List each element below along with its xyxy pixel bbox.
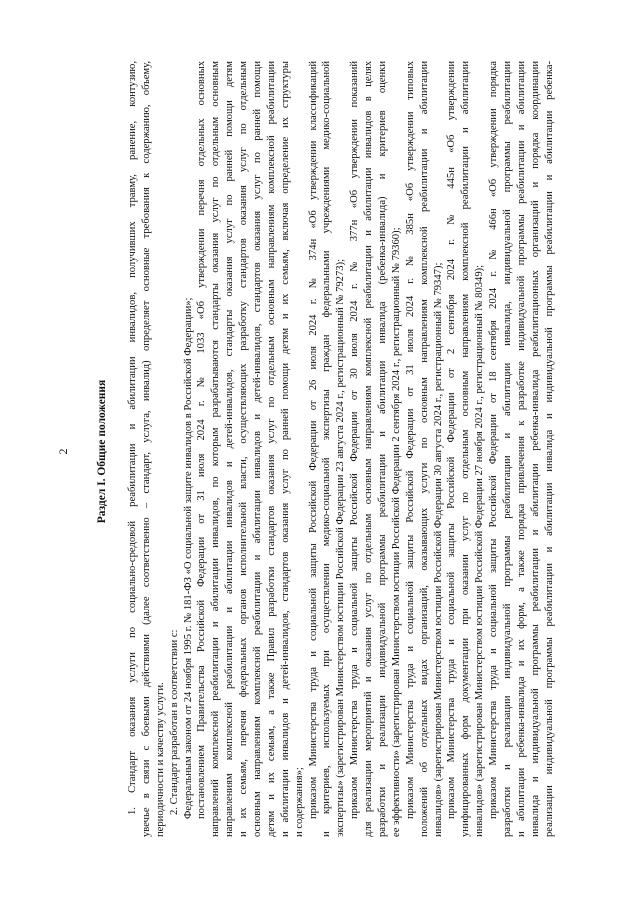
text-line: периодичности и качеству услуги.	[154, 682, 166, 837]
text-line: для реализации мероприятий и оказания услуг по отдельным основным направлениям комплексной реабилитации и абилитации инвалидов в целях	[363, 61, 375, 837]
document-body	[126, 61, 557, 837]
text-line: разработки и реализации индивидуальной программы реабилитации и абилитации инвалида, индивидуальной программы реабилитации	[502, 61, 514, 837]
text-line: и содержания»;	[293, 767, 305, 837]
text-line: приказом Министерства труда и социальной защиты Российской Федерации от 18 сентября 2024 г. № 466н «Об утверждении порядка	[488, 61, 500, 819]
section-heading: Раздел I. Общие положения	[96, 379, 108, 524]
text-line: Федеральным законом от 24 ноября 1995 г. № 181-ФЗ «О социальной защите инвалидов в Российской Федерации»;	[182, 297, 194, 819]
text-line: приказом Министерства труда и социальной защиты Российской Федерации от 26 июля 2024 г. № 374н «Об утверждении классификаций	[307, 61, 319, 819]
text-line: и критериев, используемых при осуществлении медико-социальной экспертизы граждан федеральными учреждениями медико-социальной	[321, 61, 333, 837]
text-line: экспертизы» (зарегистрирован Министерством юстиции Российской Федерации 23 августа 2024 г., регистрационный № 79273);	[335, 258, 347, 837]
text-line: инвалидов» (зарегистрирован Министерством юстиции Российской Федерации 27 ноября 2024 г., регистрационный № 80349);	[474, 264, 486, 837]
text-line: реализации индивидуальной программы реабилитации и абилитации инвалида и индивидуальной программы реабилитации и абилитации ребенка-	[543, 61, 555, 837]
text-line: приказом Министерства труда и социальной защиты Российской Федерации от 2 сентября 2024 г. № 445н «Об утверждении	[446, 61, 458, 819]
text-line: ее эффективности» (зарегистрирован Министерством юстиции Российской Федерации 2 сентября 2024 г., регистрационный № 79360);	[390, 227, 402, 837]
text-line: и их семьям, перечня федеральных органов исполнительной власти, осуществляющих разработку стандартов оказания услуг по отдельным	[238, 61, 250, 837]
text-line: разработки и реализации индивидуальной программы реабилитации и абилитации инвалида (ребенка-инвалида) и критериев оценки	[377, 61, 389, 837]
text-line: инвалида и индивидуальной программы реабилитации и абилитации ребенка-инвалида реабилитационных организаций и порядка координации	[529, 61, 541, 837]
text-line: приказом Министерства труда и социальной защиты Российской Федерации от 30 июля 2024 г. № 377н «Об утверждении показаний	[349, 61, 361, 819]
text-line: унифицированных форм документации при оказании услуг по отдельным основным направлениям комплексной реабилитации и абилитации	[460, 61, 472, 837]
text-line: детям и их семьям, а также Правил разработки стандартов оказания услуг по отдельным основным направлениям комплексной реабилитации	[265, 61, 277, 837]
text-line: 1. Стандарт оказания услуги по социально-средовой реабилитации и абилитации инвалидов, получивших травму, ранение, контузию,	[127, 61, 138, 815]
text-line: положений об отдельных видах организаций, оказывающих услуги по основным направлениям комплексной реабилитации и абилитации	[418, 61, 430, 837]
text-line: основным направлениям комплексной реабилитации и абилитации инвалидов и детей-инвалидов, стандартов оказания услуг по ранней помощи	[252, 61, 264, 837]
text-line: направлений комплексной реабилитации и абилитации инвалидов, по которым разрабатываются стандарты оказания услуг по отдельным основным	[210, 61, 222, 837]
text-line: и абилитации ребенка-инвалида и их форм, а также порядка привлечения к разработке индивидуальной программы реабилитации и абилитации	[515, 61, 527, 837]
text-line: инвалидов» (зарегистрирован Министерством юстиции Российской Федерации 30 августа 2024 г., регистрационный № 79347);	[432, 262, 444, 837]
text-line: приказом Министерства труда и социальной защиты Российской Федерации от 31 июля 2024 г. № 385н «Об утверждении типовых	[404, 61, 416, 819]
text-line: увечье в связи с боевыми действиями (далее соответственно – стандарт, услуга, инвалид) определяет основные требования к содержанию, объему,	[140, 61, 152, 837]
page-number: 2	[56, 448, 70, 455]
text-line: постановлением Правительства Российской Федерации от 31 июля 2024 г. № 1033 «Об утверждении перечня отдельных основных	[196, 61, 208, 819]
text-line: и абилитации инвалидов и детей-инвалидов, стандартов оказания услуг по ранней помощи детям и их семьям, включая определение их структуры	[279, 61, 291, 837]
text-line: 2. Стандарт разработан в соответствии с:	[168, 629, 180, 815]
text-line: направлениям комплексной реабилитации и абилитации инвалидов и детей-инвалидов, стандарты оказания услуг по ранней помощи детям	[224, 61, 236, 837]
